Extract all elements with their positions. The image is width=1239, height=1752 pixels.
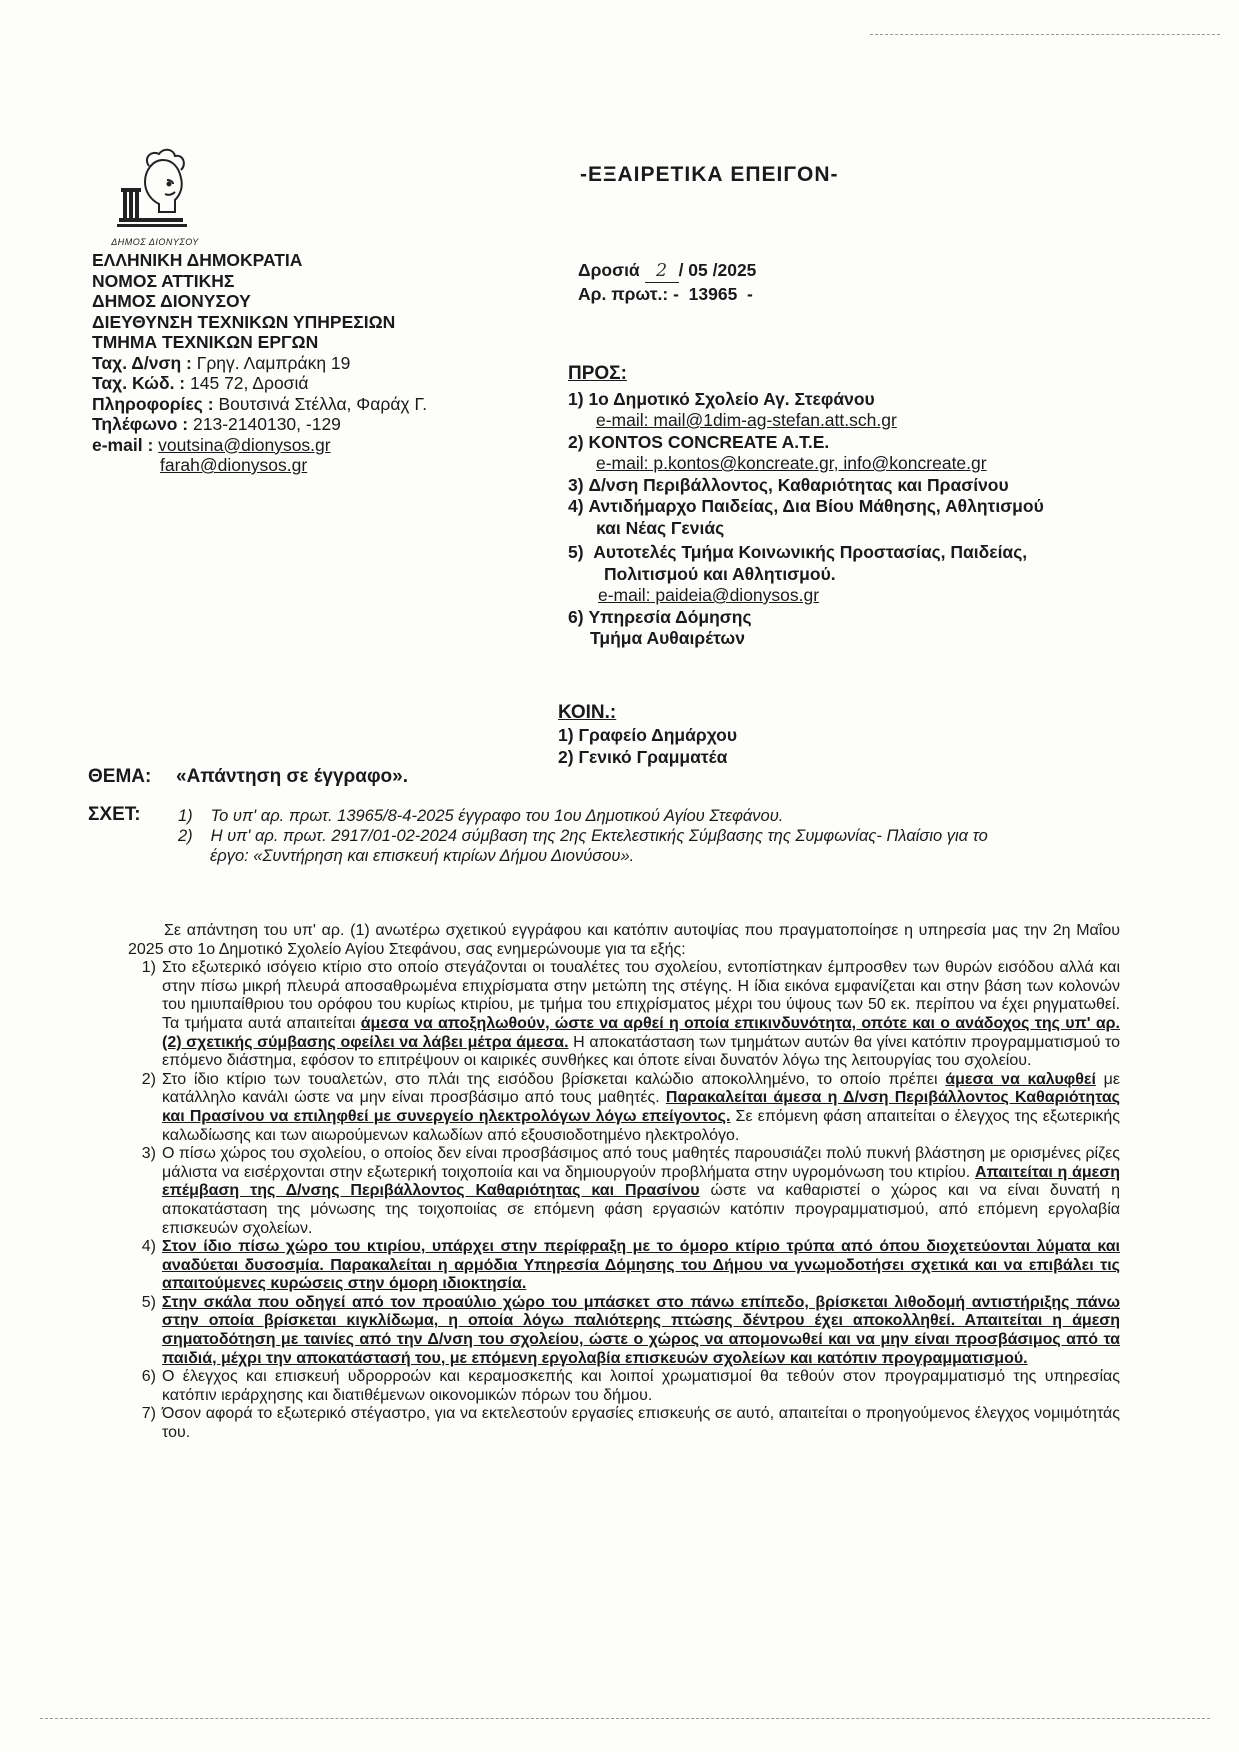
intro-paragraph: Σε απάντηση του υπ' αρ. (1) ανωτέρω σχετικού εγγράφου και κατόπιν αυτοψίας που πραγματοποίησε η υπηρεσία μας την 2η Μαΐου 2025 στο 1ο Δημοτικό Σχολείο Αγίου Στεφάνου, σας ενημερώνουμε για τα εξής:	[128, 922, 1120, 958]
body-item	[128, 1071, 1120, 1145]
email-link[interactable]: farah@dionysos.gr	[160, 455, 308, 475]
address-value: Γρηγ. Λαμπράκη 19	[196, 352, 351, 373]
text-run: Σε επόμενη φάση απαιτείται ο έλεγχος της εξωτερικής καλωδίωσης και των αιωρούμενων καλωδίων από εξουσιοδοτημένο ηλεκτρολόγο.	[162, 1107, 1120, 1144]
sender-line: ΔΗΜΟΣ ΔΙΟΝΥΣΟΥ	[92, 291, 251, 311]
cc-item	[558, 746, 737, 768]
related-item	[178, 826, 1108, 846]
urgent-label: -ΕΞΑΙΡΕΤΙΚΑ ΕΠΕΙΓΟΝ-	[580, 163, 839, 186]
postal-value: 145 72, Δροσιά	[190, 373, 309, 393]
postal-label: Ταχ. Κώδ. :	[92, 373, 186, 393]
text-run: Η αποκατάσταση των τμημάτων αυτών θα γίνει κατόπιν προγραμματισμού το επόμενο διάστημα, εφόσον το επιτρέψουν οι καιρικές συνθήκες και όποτε είναι δυνατόν λόγω της λειτουργίας του σχολείου.	[162, 1033, 1121, 1070]
item-num: 7)	[141, 1405, 156, 1423]
recipient-num: 6)	[568, 606, 584, 627]
emphasis-run: άμεσα να καλυφθεί	[945, 1070, 1096, 1088]
recipient-name: Δ/νση Περιβάλλοντος, Καθαριότητας και Πρασίνου	[588, 474, 1009, 495]
recipient-name: KONTOS CONCREATE A.T.E.	[588, 431, 830, 452]
related-text-cont: έργο: «Συντήρηση και επισκευή κτιρίων Δήμου Διονύσου».	[210, 847, 635, 865]
recipient-item	[568, 475, 1044, 497]
cc-block	[558, 702, 737, 768]
subject-label: ΘΕΜΑ:	[88, 766, 152, 787]
address-row	[92, 353, 427, 374]
item-text	[162, 1145, 1120, 1238]
item-text: Στον ίδιο πίσω χώρο του κτιρίου, υπάρχει στην περίφραξη με το όμορο κτίριο τρύπα από όπου διοχετεύονται λύματα και αναδύεται δυσοσμία. Παρακαλείται η αρμόδια Υπηρεσία Δόμησης του Δήμου να γνωμοδοτήσει σχετικά και να επιβάλει τις απαιτούμενες κυρώσεις στην όμορη ιδιοκτησία.	[162, 1238, 1120, 1293]
recipient-name-cont: Πολιτισμού και Αθλητισμού.	[604, 563, 836, 584]
related-text: Η υπ' αρ. πρωτ. 2917/01-02-2024 σύμβαση της 2ης Εκτελεστικής Σύμβασης της Συμφωνίας- Πλαίσιο για το	[210, 827, 988, 845]
scan-edge-line	[870, 34, 1220, 35]
info-label: Πληροφορίες :	[92, 393, 214, 414]
subject-value: «Απάντηση σε έγγραφο».	[176, 766, 408, 787]
body-item	[128, 1294, 1120, 1368]
recipient-num: 4)	[568, 496, 584, 516]
cc-heading: ΚΟΙΝ.:	[558, 702, 617, 723]
cc-name: Γραφείο Δημάρχου	[578, 725, 738, 745]
protocol-value: - 13965 -	[673, 284, 753, 304]
emphasis-run: Απαιτείται η άμεση επέμβαση της Δ/νσης Περιβάλλοντος Καθαριότητας και Πρασίνου	[162, 1163, 1120, 1200]
item-num: 4)	[141, 1238, 156, 1256]
item-text: Στην σκάλα που οδηγεί από τον προαύλιο χώρο του μπάσκετ στο πάνω επίπεδο, βρίσκεται λιθοδομή αντιστήριξης πάνω στην οποία βρίσκεται κιγκλίδωμα, η οποία λόγω παλιότερης πτώσης δέντρου έχει αποκολληθεί. Απαιτείται η άμεση σηματοδότηση με ταινίες από την Δ/νση του σχολείου, ώστε ο χώρος να απομονωθεί και να μην είναι προσβάσιμος από τα παιδιά, μέχρι την αποκατάστασή του, με επόμενη εργολαβία επισκευών σχολείων και κατόπιν προγραμματισμού.	[162, 1293, 1120, 1367]
cc-name: Γενικό Γραμματέα	[578, 747, 728, 767]
item-num: 5)	[141, 1293, 156, 1311]
recipients-block	[568, 363, 1044, 650]
address-label: Ταχ. Δ/νση :	[92, 352, 192, 373]
related-num: 1)	[178, 807, 193, 825]
sender-line: ΔΙΕΥΘΥΝΣΗ ΤΕΧΝΙΚΩΝ ΥΠΗΡΕΣΙΩΝ	[92, 311, 396, 332]
phone-row	[92, 414, 427, 435]
recipient-num: 1)	[568, 388, 584, 409]
recipients-heading: ΠΡΟΣ:	[568, 363, 627, 384]
date-rest: / 05 /2025	[678, 260, 757, 280]
body-item	[128, 1405, 1120, 1442]
recipient-name-cont: Τμήμα Αυθαιρέτων	[590, 628, 745, 648]
cc-num: 1)	[558, 725, 574, 745]
recipient-email[interactable]: e-mail: mail@1dim-ag-stefan.att.sch.gr	[596, 410, 897, 430]
date-line	[578, 259, 756, 283]
recipient-item	[568, 607, 1044, 629]
letter-body	[128, 922, 1120, 1443]
text-run: ώστε να καθαριστεί ο χώρος και να είναι δυνατή η αποκατάσταση της μόνωσης της τοιχοποιίας σε επόμενη φάση εργασιών κατόπιν προγραμματισμού, από επόμενη εργολαβία επισκευών σχολείων.	[162, 1182, 1120, 1237]
item-num: 3)	[141, 1145, 156, 1163]
date-protocol-block	[578, 259, 756, 305]
municipality-crest-icon	[115, 140, 205, 240]
item-num: 2)	[141, 1070, 156, 1088]
recipient-email[interactable]: e-mail: paideia@dionysos.gr	[598, 585, 820, 605]
info-row	[92, 394, 427, 415]
recipient-name-cont: και Νέας Γενιάς	[596, 517, 725, 538]
phone-label: Τηλέφωνο :	[92, 414, 189, 434]
protocol-label: Αρ. πρωτ.:	[578, 284, 669, 304]
body-item	[128, 1368, 1120, 1405]
recipient-name: Υπηρεσία Δόμησης	[588, 606, 752, 627]
info-value: Βουτσινά Στέλλα, Φαράχ Γ.	[218, 393, 428, 414]
email-row	[92, 435, 427, 456]
text-run: Στο ίδιο κτίριο των τουαλετών, στο πλάι της εισόδου βρίσκεται καλώδιο αποκολλημένο, το οποίο πρέπει	[162, 1070, 946, 1088]
recipient-item	[568, 496, 1044, 518]
recipient-item	[568, 542, 1044, 564]
text-run: Ο πίσω χώρος του σχολείου, ο οποίος δεν είναι προσβάσιμος από τους μαθητές παρουσιάζει πολύ πυκνή βλάστηση με ορισμένες ρίζες μάλιστα να εισέρχονται στην εξωτερική τοιχοποιία και να δημιουργούν προβλήματα στην υγρομόνωση του κτιρίου.	[162, 1145, 1120, 1181]
email-link[interactable]: voutsina@dionysos.gr	[158, 434, 331, 455]
recipient-num: 5)	[568, 542, 584, 562]
related-num: 2)	[178, 827, 193, 845]
postal-row	[92, 373, 427, 394]
body-item	[128, 1145, 1120, 1238]
emphasis-run: Παρακαλείται άμεσα η Δ/νση Περιβάλλοντος Καθαριότητας και Πρασίνου να επιληφθεί με συνεργείο ηλεκτρολόγων λόγω επείγοντος.	[162, 1089, 1121, 1125]
cc-num: 2)	[558, 747, 574, 767]
recipient-num: 2)	[568, 431, 584, 452]
item-text	[162, 1071, 1120, 1145]
recipient-email[interactable]: e-mail: p.kontos@koncreate.gr, info@koncreate.gr	[596, 453, 987, 473]
logo-caption: ΔΗΜΟΣ ΔΙΟΝΥΣΟΥ	[111, 237, 199, 247]
sender-block	[92, 250, 427, 476]
recipient-name: Αυτοτελές Τμήμα Κοινωνικής Προστασίας, Παιδείας,	[593, 542, 1028, 562]
date-label: Δροσιά	[578, 260, 640, 280]
body-item	[128, 959, 1120, 1071]
item-num: 1)	[141, 959, 156, 977]
recipient-item	[568, 432, 1044, 454]
recipient-name: 1ο Δημοτικό Σχολείο Αγ. Στεφάνου	[588, 388, 875, 409]
email-row-2	[92, 455, 427, 476]
sender-line: ΤΜΗΜΑ ΤΕΧΝΙΚΩΝ ΕΡΓΩΝ	[92, 332, 319, 352]
related-item	[178, 806, 1108, 826]
emphasis-run: άμεσα να αποξηλωθούν, ώστε να αρθεί η οποία επικινδυνότητα, οπότε και ο ανάδοχος της υπ' αρ. (2) σχετικής σύμβασης οφείλει να λάβει μέτρα άμεσα.	[162, 1014, 1120, 1051]
item-text: Όσον αφορά το εξωτερικό στέγαστρο, για να εκτελεστούν εργασίες επισκευής σε αυτό, απαιτείται ο προηγούμενος έλεγχος νομιμότητάς του.	[162, 1405, 1120, 1442]
body-item	[128, 1238, 1120, 1294]
scan-edge-line	[40, 1718, 1210, 1719]
sender-line: ΕΛΛΗΝΙΚΗ ΔΗΜΟΚΡΑΤΙΑ	[92, 250, 303, 270]
recipient-num: 3)	[568, 474, 584, 495]
related-label: ΣΧΕΤ:	[88, 804, 141, 825]
cc-item	[558, 724, 737, 746]
item-num: 6)	[141, 1368, 156, 1386]
handwritten-day: 2	[645, 260, 679, 283]
protocol-line	[578, 283, 756, 305]
related-text: Το υπ' αρ. πρωτ. 13965/8-4-2025 έγγραφο του 1ου Δημοτικού Αγίου Στεφάνου.	[210, 807, 784, 825]
related-list	[178, 806, 1108, 866]
recipient-item	[568, 389, 1044, 411]
item-text	[162, 959, 1120, 1071]
sender-line: ΝΟΜΟΣ ΑΤΤΙΚΗΣ	[92, 270, 235, 291]
text-run: με κατάλληλο κανάλι ώστε να μην είναι προσβάσιμο από τους μαθητές.	[162, 1070, 1121, 1107]
recipient-name: Αντιδήμαρχο Παιδείας, Δια Βίου Μάθησης, Αθλητισμού	[588, 496, 1044, 516]
text-run: Στο εξωτερικό ισόγειο κτίριο στο οποίο στεγάζονται οι τουαλέτες του σχολείου, εντοπίστηκαν έμπροσθεν των θυρών εισόδου αλλά και στην πίσω μικρή πλευρά αποσαθρωμένα επιχρίσματα στην μετώπη της στέγης. Η ίδια εικόνα εμφανίζεται και στην βάση των κολονών του ημιυπαίθριου του ορόφου του κυρίως κτιρίου, με τμήμα του επιχρίσματος μέχρι του ύψους των 50 εκ. περίπου να έχει ρηγματωθεί. Τα τμήματα αυτά απαιτείται	[162, 959, 1120, 1032]
phone-value: 213-2140130, -129	[193, 414, 341, 434]
item-text: Ο έλεγχος και επισκευή υδρορροών και κεραμοσκεπής και λοιποί χρωματισμοί θα τεθούν στον προγραμματισμό της υπηρεσίας κατόπιν ιεράρχησης και διατιθέμενων οικονομικών πόρων του δήμου.	[162, 1368, 1120, 1404]
email-label: e-mail :	[92, 434, 154, 455]
